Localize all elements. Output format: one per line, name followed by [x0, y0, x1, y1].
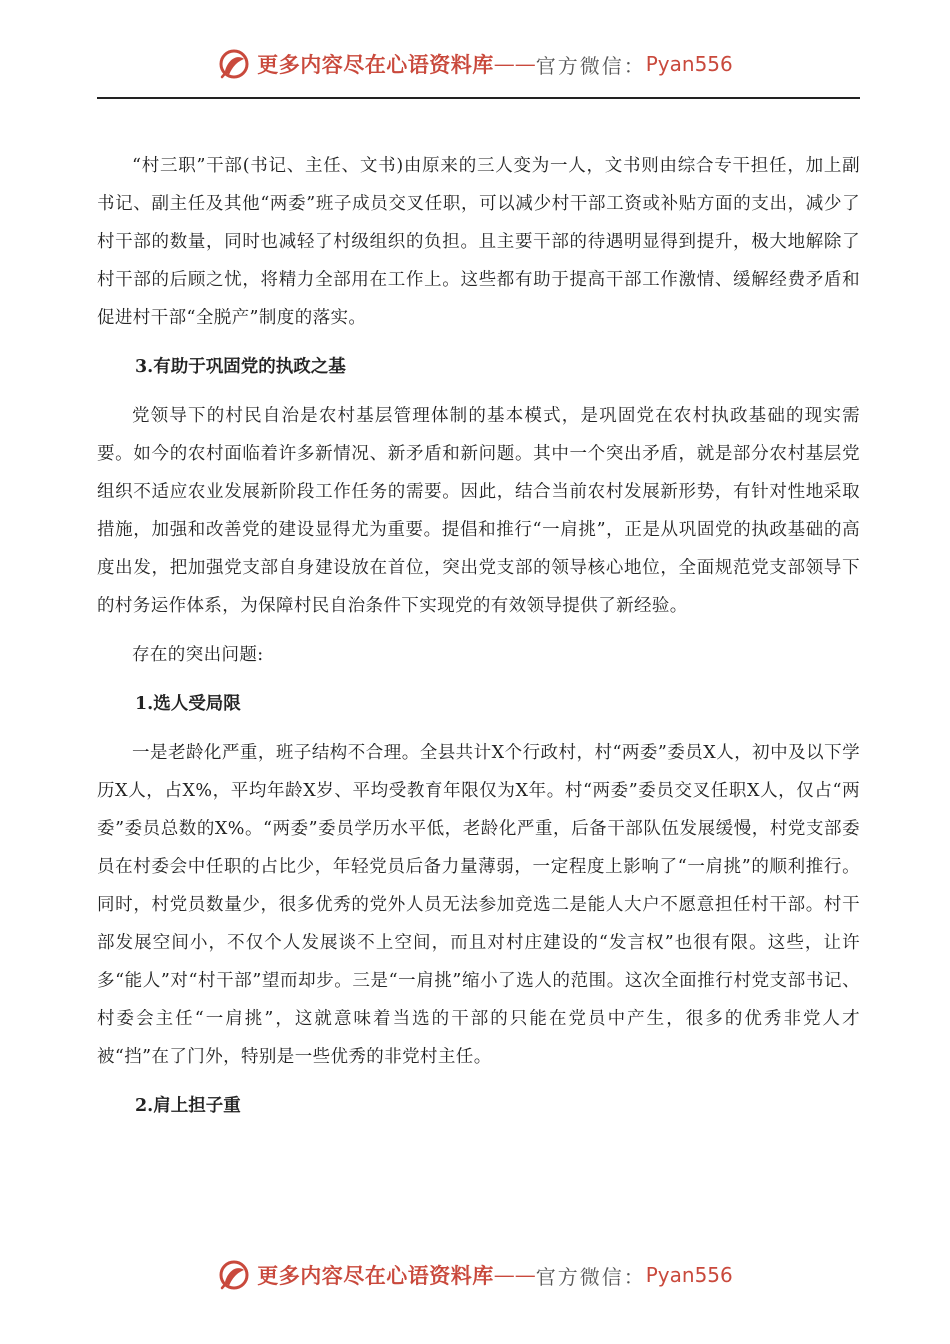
footer-banner	[0, 1255, 950, 1295]
brand-text: 更多内容尽在心语资料库	[257, 1263, 494, 1288]
paragraph: “村三职”干部(书记、主任、文书)由原来的三人变为一人，文书则由综合专干担任，加上副书记、副主任及其他“两委”班子成员交叉任职，可以减少村干部工资或补贴方面的支出，减少了村干部的数量，同时也减轻了村级组织的负担。且主要干部的待遇明显得到提升，极大地解除了村干部的后顾之忧，将精力全部用在工作上。这些都有助于提高干部工作激情、缓解经费矛盾和促进村干部“全脱产”制度的落实。	[97, 156, 860, 328]
banner-dash: ——	[493, 52, 536, 76]
paragraph: 一是老龄化严重，班子结构不合理。全县共计X个行政村，村“两委”委员X人，初中及以下学历X人，占X%，平均年龄X岁、平均受教育年限仅为X年。村“两委”委员交叉任职X人，仅占“两委”委员总数的X%。“两委”委员学历水平低，老龄化严重，后备干部队伍发展缓慢，村党支部委员在村委会中任职的占比少，年轻党员后备力量薄弱，一定程度上影响了“一肩挑”的顺利推行。同时，村党员数量少，很多优秀的党外人员无法参加竞选二是能人大户不愿意担任村干部。村干部发展空间小，不仅个人发展谈不上空间，而且对村庄建设的“发言权”也很有限。这些，让许多“能人”对“村干部”望而却步。三是“一肩挑”缩小了选人的范围。这次全面推行村党支部书记、村委会主任“一肩挑”，这就意味着当选的干部的只能在党员中产生，很多的优秀非党人才被“挡”在了门外，特别是一些优秀的非党村主任。	[97, 743, 860, 1067]
document-body	[97, 147, 860, 1136]
brand-text: 更多内容尽在心语资料库	[257, 52, 494, 77]
header-banner	[0, 44, 950, 84]
section-heading: 3.有助于巩固党的执政之基	[135, 357, 346, 377]
wechat-id: Pyan556	[645, 1263, 733, 1287]
paragraph: 存在的突出问题:	[132, 645, 264, 665]
section-heading: 2.肩上担子重	[135, 1096, 241, 1116]
brand-logo-icon	[217, 47, 251, 81]
banner-dash: ——	[493, 1263, 536, 1287]
brand-logo-icon	[217, 1258, 251, 1292]
wechat-id: Pyan556	[645, 52, 733, 76]
header-divider	[97, 97, 860, 99]
wechat-label: 官方微信：	[535, 1264, 646, 1289]
wechat-label: 官方微信：	[535, 53, 646, 78]
paragraph: 党领导下的村民自治是农村基层管理体制的基本模式，是巩固党在农村执政基础的现实需要。如今的农村面临着许多新情况、新矛盾和新问题。其中一个突出矛盾，就是部分农村基层党组织不适应农业发展新阶段工作任务的需要。因此，结合当前农村发展新形势，有针对性地采取措施，加强和改善党的建设显得尤为重要。提倡和推行“一肩挑”，正是从巩固党的执政基础的高度出发，把加强党支部自身建设放在首位，突出党支部的领导核心地位，全面规范党支部领导下的村务运作体系，为保障村民自治条件下实现党的有效领导提供了新经验。	[97, 406, 860, 616]
section-heading: 1.选人受局限	[135, 694, 241, 714]
